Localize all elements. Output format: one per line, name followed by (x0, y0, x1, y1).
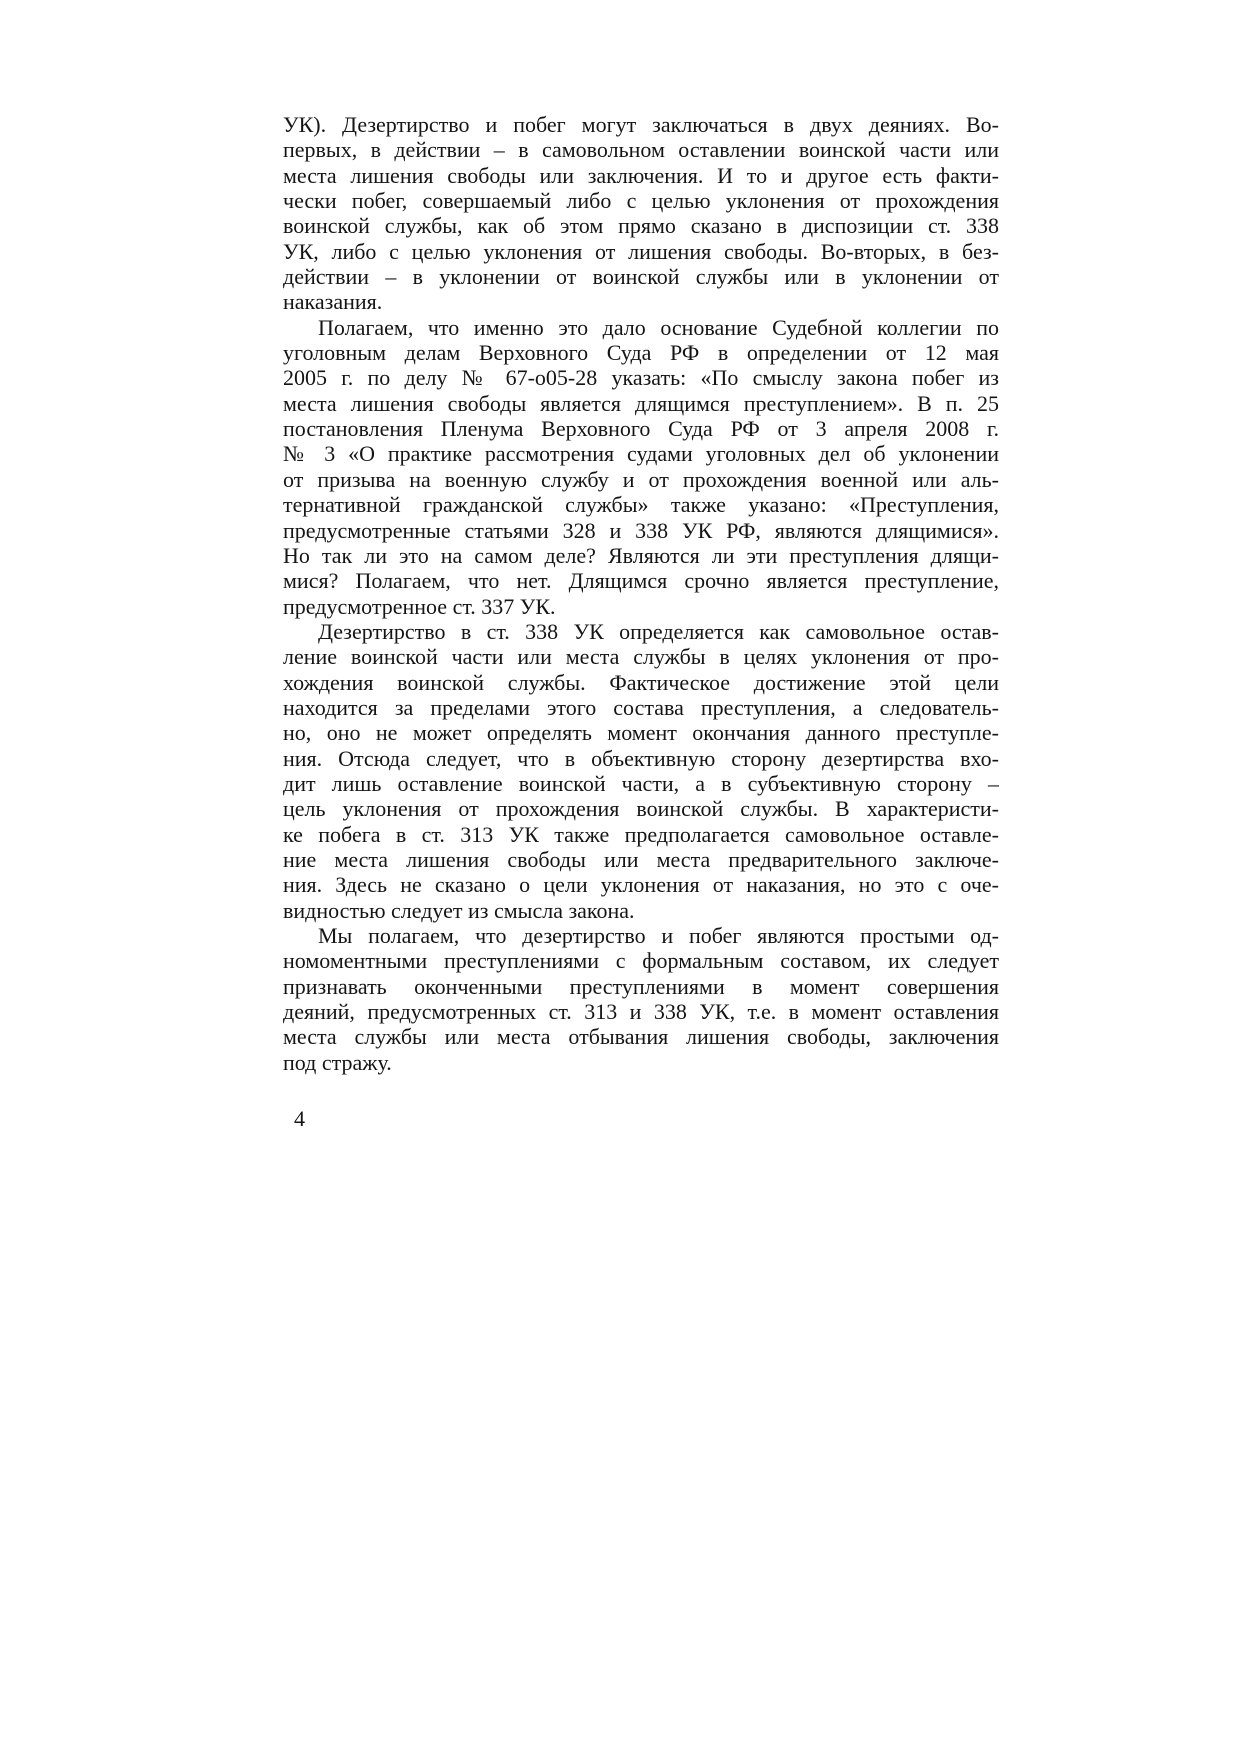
text-line: видностью следует из смысла закона. (283, 897, 635, 923)
text-line: наказания. (283, 289, 383, 315)
text-line: Мы полагаем, что дезертирство и побег являются простыми од- (318, 923, 999, 948)
text-line: действии – в уклонении от воинской службы или в уклонении от (283, 264, 999, 290)
text-line: места лишения свободы или заключения. И то и другое есть факти- (283, 162, 999, 188)
text-line: цель уклонения от прохождения воинской службы. В характеристи- (283, 796, 999, 822)
text-line: Дезертирство в ст. 338 УК определяется как самовольное остав- (318, 618, 999, 644)
text-line: мися? Полагаем, что нет. Длящимся срочно является преступление, (283, 568, 999, 594)
text-line: воинской службы, как об этом прямо сказано в диспозиции ст. 338 (283, 213, 999, 239)
text-block (283, 112, 999, 1075)
text-line: дит лишь оставление воинской части, а в субъективную сторону – (283, 770, 999, 796)
text-line: номоментными преступлениями с формальным составом, их следует (283, 948, 999, 974)
text-line: предусмотренные статьями 328 и 338 УК РФ, являются длящимися». (283, 517, 999, 543)
text-line: чески побег, совершаемый либо с целью уклонения от прохождения (283, 188, 999, 214)
text-line: тернативной гражданской службы» также указано: «Преступления, (283, 492, 999, 518)
text-line: места службы или места отбывания лишения свободы, заключения (283, 1024, 999, 1050)
text-line: признавать оконченными преступлениями в момент совершения (283, 973, 999, 999)
text-line: от призыва на военную службу и от прохождения военной или аль- (283, 466, 999, 492)
text-line: ния. Здесь не сказано о цели уклонения от наказания, но это с оче- (283, 872, 999, 898)
text-line: хождения воинской службы. Фактическое достижение этой цели (283, 669, 999, 695)
text-line: места лишения свободы является длящимся преступлением». В п. 25 (283, 390, 999, 416)
text-line: Полагаем, что именно это дало основание Судебной коллегии по (318, 314, 999, 340)
text-line: УК, либо с целью уклонения от лишения свободы. Во-вторых, в без- (283, 238, 999, 264)
text-line: Но так ли это на самом деле? Являются ли эти преступления длящи- (283, 542, 999, 568)
text-line: находится за пределами этого состава преступления, а следователь- (283, 694, 999, 720)
text-line: № 3 «О практике рассмотрения судами уголовных дел об уклонении (283, 441, 999, 467)
page-number: 4 (294, 1106, 305, 1131)
text-line: постановления Пленума Верховного Суда РФ от 3 апреля 2008 г. (283, 416, 999, 442)
text-line: ке побега в ст. 313 УК также предполагается самовольное оставле- (283, 821, 999, 847)
text-line: первых, в действии – в самовольном оставлении воинской части или (283, 137, 999, 163)
text-line: но, оно не может определять момент окончания данного преступле- (283, 720, 999, 746)
text-line: УК). Дезертирство и побег могут заключаться в двух деяниях. Во- (283, 112, 999, 137)
text-line: предусмотренное ст. 337 УК. (283, 593, 556, 619)
text-line: деяний, предусмотренных ст. 313 и 338 УК, т.е. в момент оставления (283, 999, 999, 1025)
text-line: ние места лишения свободы или места предварительного заключе- (283, 846, 999, 872)
text-line: уголовным делам Верховного Суда РФ в определении от 12 мая (283, 340, 999, 366)
text-line: 2005 г. по делу № 67-о05-28 указать: «По смыслу закона побег из (283, 365, 999, 391)
text-line: под стражу. (283, 1049, 392, 1075)
text-line: ния. Отсюда следует, что в объективную сторону дезертирства вхо- (283, 745, 999, 771)
text-line: ление воинской части или места службы в целях уклонения от про- (283, 644, 999, 670)
